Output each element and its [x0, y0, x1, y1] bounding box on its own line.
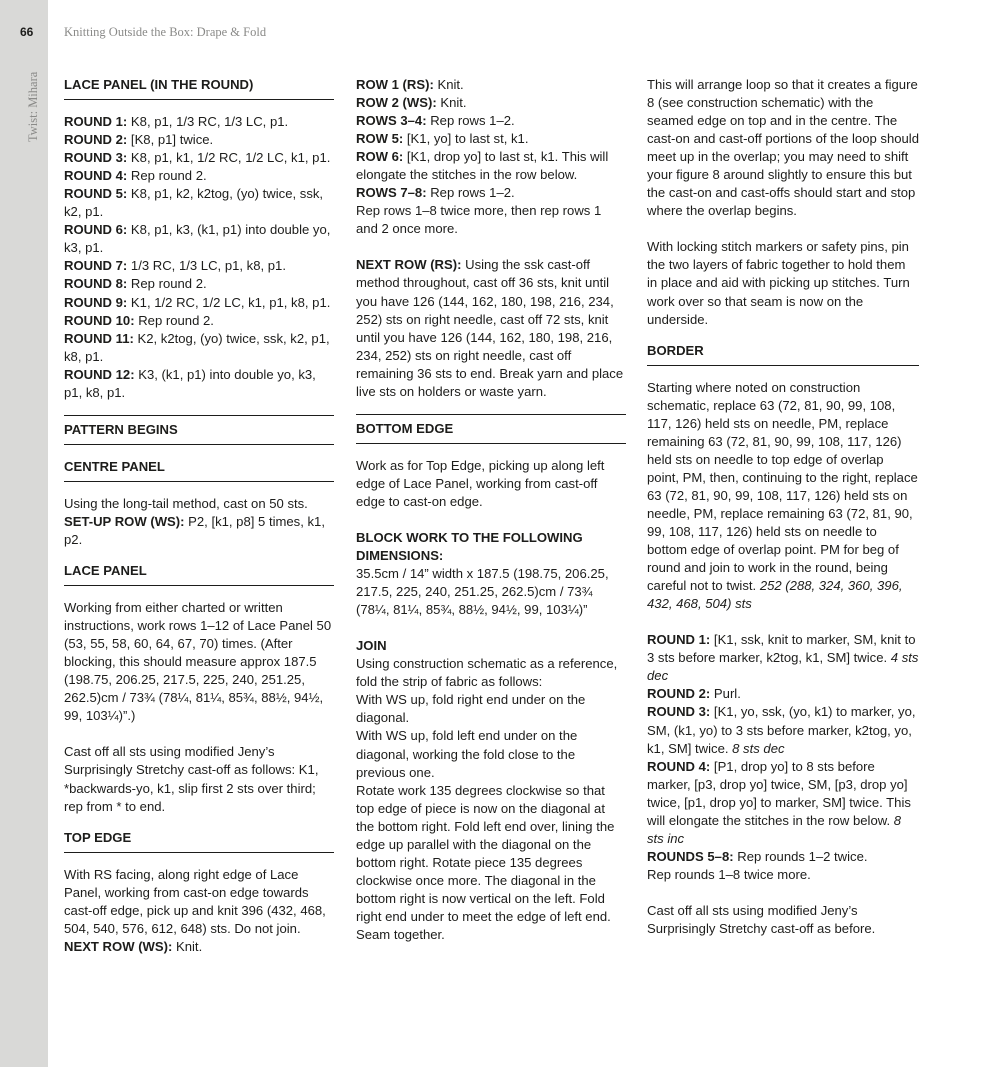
column-3	[647, 76, 919, 938]
heading-join: JOIN	[356, 638, 387, 654]
top-edge-text: With RS facing, along right edge of Lace Panel, working from cast-on edge towards cast-off edge, pick up and knit 396 (432, 468, 504, 540, 576, 612, 648) sts. Do not join.	[64, 866, 326, 936]
round-text: Rep round 2.	[127, 168, 207, 184]
round-count: 8 sts dec	[732, 740, 785, 756]
centre-panel-text: Using the long-tail method, cast on 50 sts.	[64, 495, 308, 511]
heading-pattern-begins: PATTERN BEGINS	[64, 415, 334, 445]
row-text: Knit.	[436, 95, 467, 111]
castoff-text: Cast off all sts using modified Jeny’s Surprisingly Stretchy cast-off as follows: K1, *backwards-yo, k1, slip first 2 sts over third; rep from * to end.	[64, 744, 319, 814]
next-row-ws-text: Knit.	[172, 938, 203, 954]
round-text: K2, k2tog, (yo) twice, ssk, k2, p1, k8, p1.	[64, 330, 330, 364]
next-row-rs-text: Using the ssk cast-off method throughout, cast off 36 sts, knit until you have 126 (144, 162, 180, 198, 216, 234, 252) sts on right needle, cast off 72 sts, knit until you have 126 (144, 162, 180, 198, 216, 234, 252) sts on right needle, cast off remaining 36 sts to end. Break yarn and place live sts on holders or waste yarn.	[356, 257, 624, 399]
heading-bottom-edge: BOTTOM EDGE	[356, 414, 626, 444]
heading-centre-panel: CENTRE PANEL	[64, 458, 334, 482]
round-text: Purl.	[710, 686, 741, 702]
round-text: [P1, drop yo] to 8 sts before marker, [p3, drop yo] twice, SM, [p3, drop yo] twice, [p1, drop yo] to marker, SM] twice. This will elongate the stitches in the row below.	[647, 758, 911, 828]
round-text: K1, 1/2 RC, 1/2 LC, k1, p1, k8, p1.	[127, 294, 331, 310]
heading-lace-panel-in-the-round: LACE PANEL (IN THE ROUND)	[64, 76, 334, 100]
column-1	[64, 76, 334, 956]
setup-row	[64, 513, 334, 549]
next-row-ws	[64, 938, 334, 956]
round-text: K8, p1, k1, 1/2 RC, 1/2 LC, k1, p1.	[127, 150, 331, 166]
border-round-2	[647, 685, 919, 703]
round-count: 4 sts dec	[647, 650, 919, 684]
border-round-3	[647, 703, 919, 757]
border-round-1	[647, 631, 919, 685]
row-label: ROWS 7–8:	[356, 185, 427, 201]
next-row-rs	[356, 256, 626, 400]
round-line	[64, 312, 334, 330]
row-label: ROW 1 (RS):	[356, 77, 434, 92]
block-dimensions-text: 35.5cm / 14” width x 187.5 (198.75, 206.25, 217.5, 225, 240, 251.25, 262.5)cm / 73¾ (78¼, 81¼, 85¾, 88½, 94½, 99, 103¼)”	[356, 566, 609, 618]
row-line	[356, 184, 626, 202]
round-label: ROUND 11:	[64, 330, 134, 346]
row-label: ROW 5:	[356, 131, 404, 147]
row-text: Knit.	[433, 77, 464, 92]
row-text: [K1, yo] to last st, k1.	[403, 131, 529, 147]
round-label: ROUND 9:	[64, 294, 128, 310]
round-text: Rep rounds 1–2 twice.	[733, 848, 868, 864]
round-line	[64, 294, 334, 312]
round-line	[64, 149, 334, 167]
round-label: ROUND 5:	[64, 186, 128, 202]
border-round-4	[647, 758, 919, 848]
round-line	[64, 366, 334, 402]
round-text: [K8, p1] twice.	[127, 132, 214, 148]
row-label: ROW 2 (WS):	[356, 95, 437, 111]
round-text: [K1, ssk, knit to marker, SM, knit to 3 sts before marker, k2tog, k1, SM] twice.	[647, 632, 916, 666]
margin-strip	[0, 0, 48, 1067]
next-row-ws-label: NEXT ROW (WS):	[64, 938, 173, 954]
round-text: K8, p1, k2, k2tog, (yo) twice, ssk, k2, p1.	[64, 186, 324, 220]
bottom-edge-text: Work as for Top Edge, picking up along left edge of Lace Panel, working from cast-off edge to cast-on edge.	[356, 457, 605, 509]
round-line	[64, 221, 334, 257]
round-label: ROUND 12:	[64, 366, 135, 382]
column-2	[356, 76, 626, 944]
round-label: ROUND 8:	[64, 276, 128, 292]
round-text: Rep round 2.	[127, 276, 207, 292]
round-label: ROUND 3:	[64, 150, 128, 166]
round-label: ROUND 4:	[647, 758, 711, 774]
row-line	[356, 148, 626, 184]
round-text: K8, p1, 1/3 RC, 1/3 LC, p1.	[127, 114, 289, 130]
round-text: Rep round 2.	[134, 312, 214, 328]
round-line	[64, 275, 334, 293]
round-line	[64, 330, 334, 366]
border-text	[647, 379, 919, 614]
row-line	[356, 130, 626, 148]
side-label: Twist: Mihara	[26, 71, 40, 142]
running-head: Knitting Outside the Box: Drape & Fold	[64, 25, 267, 39]
round-label: ROUND 1:	[64, 114, 128, 130]
round-label: ROUND 7:	[64, 258, 128, 274]
heading-block-dimensions: BLOCK WORK TO THE FOLLOWING DIMENSIONS:	[356, 529, 583, 564]
lace-panel-text: Working from either charted or written instructions, work rows 1–12 of Lace Panel 50 (53, 55, 58, 60, 64, 67, 70) times. (After blocking, this should measure approx 187.5 (198.75, 206.25, 217.5, 225, 240, 251.25, 262.5)cm / 73¾ (78¼, 81¼, 85¾, 88½, 94½, 99, 103¼)”.)	[64, 600, 332, 724]
heading-border: BORDER	[647, 342, 919, 366]
page-number: 66	[20, 25, 34, 39]
round-label: ROUND 2:	[64, 132, 128, 148]
round-text: 1/3 RC, 1/3 LC, p1, k8, p1.	[127, 258, 286, 274]
round-label: ROUNDS 5–8:	[647, 848, 734, 864]
border-count: 252 (288, 324, 360, 396, 432, 468, 504) sts	[647, 578, 903, 612]
round-label: ROUND 6:	[64, 222, 128, 238]
rep-rows-text: Rep rows 1–8 twice more, then rep rows 1 and 2 once more.	[356, 203, 602, 237]
final-castoff-text: Cast off all sts using modified Jeny’s Surprisingly Stretchy cast-off as before.	[647, 902, 876, 936]
row-line	[356, 94, 626, 112]
round-text: [K1, yo, ssk, (yo, k1) to marker, yo, SM, (k1, yo) to 3 sts before marker, k2tog, yo, k1, SM] twice.	[647, 704, 916, 756]
row-text: [K1, drop yo] to last st, k1. This will elongate the stitches in the row below.	[356, 149, 609, 183]
round-line	[64, 257, 334, 275]
round-label: ROUND 10:	[64, 312, 135, 328]
border-rounds-5-8	[647, 848, 919, 866]
heading-lace-panel: LACE PANEL	[64, 562, 334, 586]
join-text: Using construction schematic as a reference, fold the strip of fabric as follows: With WS up, fold right end under on the diagonal. With WS up, fold left end under on the diagonal, working the fold close to the previous one. Rotate work 135 degrees clockwise so that top edge of piece is now on the diagonal at the bottom right. Fold left end over, lining the edge up parallel with the diagonal on the bottom right. Rotate piece 135 degrees clockwise once more. The diagonal in the bottom right is now vertical on the left. Fold right end under to meet the edge of left end. Seam together.	[356, 656, 618, 942]
row-line	[356, 76, 626, 94]
heading-top-edge: TOP EDGE	[64, 829, 334, 853]
round-list	[64, 113, 334, 402]
round-count: 8 sts inc	[647, 812, 902, 846]
next-row-rs-label: NEXT ROW (RS):	[356, 257, 462, 273]
round-text: K8, p1, k3, (k1, p1) into double yo, k3, p1.	[64, 222, 331, 256]
round-label: ROUND 3:	[647, 704, 711, 720]
row-text: Rep rows 1–2.	[426, 185, 515, 201]
row-text: Rep rows 1–2.	[426, 113, 515, 129]
rep-rounds-text: Rep rounds 1–8 twice more.	[647, 866, 811, 882]
round-label: ROUND 2:	[647, 686, 711, 702]
setup-row-label: SET-UP ROW (WS):	[64, 513, 185, 529]
row-label: ROWS 3–4:	[356, 113, 427, 129]
loop-text: This will arrange loop so that it creates a figure 8 (see construction schematic) with the seamed edge on top and in the centre. The cast-on and cast-off portions of the loop should meet up in the overlap; you may need to shift your figure 8 around slightly to ensure this but the cast-on and cast-offs should start and stop where the overlap begins.	[647, 77, 919, 219]
row-line	[356, 112, 626, 130]
row-label: ROW 6:	[356, 149, 404, 165]
setup-row-text: P2, [k1, p8] 5 times, k1, p2.	[64, 513, 325, 547]
markers-text: With locking stitch markers or safety pins, pin the two layers of fabric together to hold them in place and aid with picking up stitches. Turn work over so that seam is now on the underside.	[647, 239, 910, 327]
border-body: Starting where noted on construction schematic, replace 63 (72, 81, 90, 99, 108, 117, 126) held sts on needle, PM, replace remaining 63 (72, 81, 90, 99, 108, 117, 126) held sts on needle to top edge of overlap point, PM, then, continuing to the right, replace 63 (72, 81, 90, 99, 108, 117, 126) held sts on needle, PM, replace remaining 63 (72, 81, 90, 99, 108, 117, 126) held sts on needle to bottom edge of overlap point. PM for beg of round and join to work in the round, being careful not to twist.	[647, 379, 918, 594]
round-line	[64, 185, 334, 221]
round-line	[64, 113, 334, 131]
round-label: ROUND 1:	[647, 632, 711, 648]
round-label: ROUND 4:	[64, 168, 128, 184]
round-line	[64, 167, 334, 185]
round-text: K3, (k1, p1) into double yo, k3, p1, k8, p1.	[64, 366, 316, 400]
round-line	[64, 131, 334, 149]
